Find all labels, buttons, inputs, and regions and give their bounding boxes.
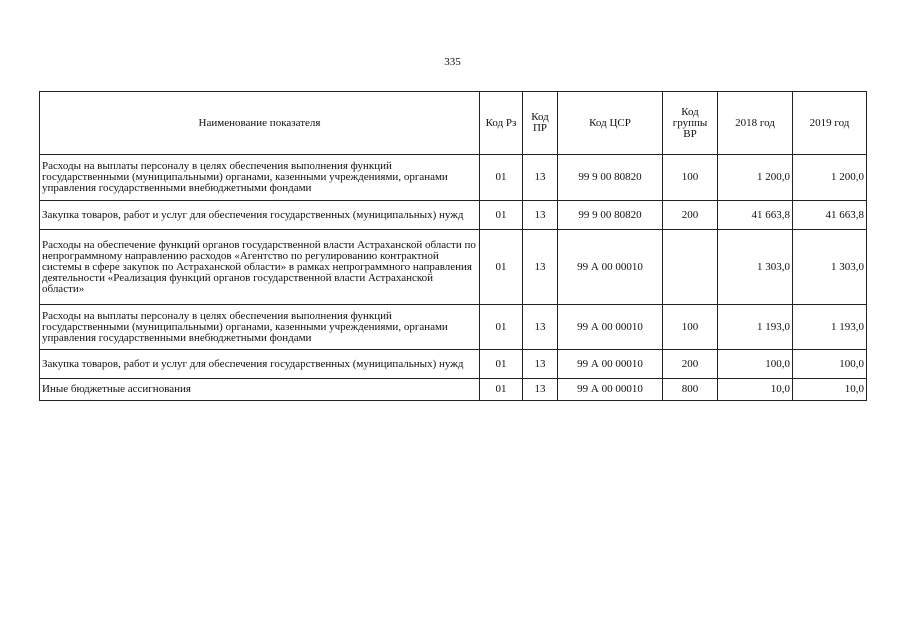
row-rz: 01 [480,230,523,305]
row-name: Расходы на обеспечение функций органов государственной власти Астраханской области по непрограммному направлению расходов «Агентство по регулированию контрактной системы в сфере закупок по Астраханской области» в рамках непрограммного направления деятельности «Реализация функций органов государственной власти Астраханской области» [40,230,480,305]
row-2018: 1 200,0 [718,155,793,201]
row-2018: 100,0 [718,350,793,379]
row-2018: 1 303,0 [718,230,793,305]
row-rz: 01 [480,305,523,350]
row-csr: 99 А 00 00010 [558,305,663,350]
row-vr: 200 [663,350,718,379]
row-vr: 100 [663,155,718,201]
row-vr: 100 [663,305,718,350]
row-2019: 1 200,0 [793,155,867,201]
row-vr: 200 [663,201,718,230]
row-rz: 01 [480,379,523,401]
row-pr: 13 [523,155,558,201]
header-2018: 2018 год [718,92,793,155]
header-rz: Код Рз [480,92,523,155]
row-csr: 99 А 00 00010 [558,350,663,379]
table-row [40,379,867,401]
row-2019: 100,0 [793,350,867,379]
header-name: Наименование показателя [40,92,480,155]
row-csr: 99 9 00 80820 [558,155,663,201]
table-row [40,201,867,230]
row-rz: 01 [480,201,523,230]
table-row [40,230,867,305]
page-number: 335 [444,56,461,68]
row-csr: 99 А 00 00010 [558,379,663,401]
row-name: Расходы на выплаты персоналу в целях обеспечения выполнения функций государственными (муниципальными) органами, казенными учреждениями, органами управления государственными внебюджетными фондами [40,305,480,350]
header-pr: Код ПР [523,92,558,155]
row-2019: 1 303,0 [793,230,867,305]
row-2018: 1 193,0 [718,305,793,350]
header-csr: Код ЦСР [558,92,663,155]
row-csr: 99 А 00 00010 [558,230,663,305]
header-vr: Код группы ВР [663,92,718,155]
row-2019: 1 193,0 [793,305,867,350]
header-2019: 2019 год [793,92,867,155]
row-2018: 41 663,8 [718,201,793,230]
row-2019: 10,0 [793,379,867,401]
row-2019: 41 663,8 [793,201,867,230]
row-rz: 01 [480,155,523,201]
row-pr: 13 [523,230,558,305]
row-name: Закупка товаров, работ и услуг для обеспечения государственных (муниципальных) нужд [40,350,480,379]
table-row [40,305,867,350]
budget-table [39,91,867,401]
table-row [40,155,867,201]
row-vr: 800 [663,379,718,401]
table-header-row [40,92,867,155]
table-row [40,350,867,379]
row-csr: 99 9 00 80820 [558,201,663,230]
row-name: Иные бюджетные ассигнования [40,379,480,401]
row-pr: 13 [523,201,558,230]
row-rz: 01 [480,350,523,379]
row-pr: 13 [523,379,558,401]
row-name: Закупка товаров, работ и услуг для обеспечения государственных (муниципальных) нужд [40,201,480,230]
row-pr: 13 [523,350,558,379]
row-2018: 10,0 [718,379,793,401]
row-vr [663,230,718,305]
row-pr: 13 [523,305,558,350]
row-name: Расходы на выплаты персоналу в целях обеспечения выполнения функций государственными (муниципальными) органами, казенными учреждениями, органами управления государственными внебюджетными фондами [40,155,480,201]
